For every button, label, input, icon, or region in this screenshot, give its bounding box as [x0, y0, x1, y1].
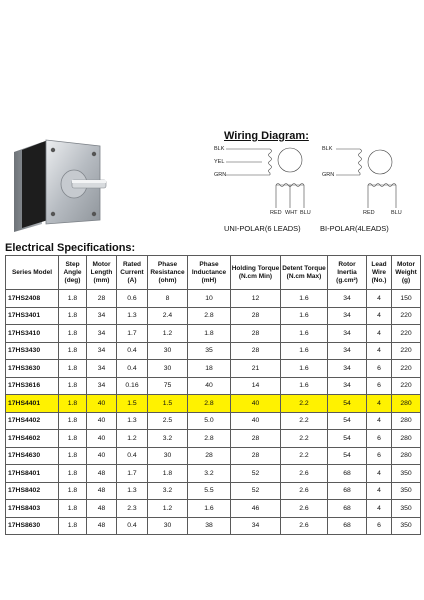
table-cell: 1.8 — [59, 412, 87, 430]
table-cell: 68 — [328, 500, 367, 518]
column-header: Series Model — [6, 256, 59, 290]
table-cell: 14 — [231, 377, 281, 395]
table-cell: 34 — [87, 307, 117, 325]
model-cell: 17HS3616 — [6, 377, 59, 395]
table-cell: 34 — [328, 307, 367, 325]
table-cell: 28 — [231, 325, 281, 343]
table-cell: 1.8 — [59, 290, 87, 308]
table-cell: 0.4 — [117, 517, 148, 535]
table-cell: 350 — [392, 465, 421, 483]
table-cell: 1.6 — [281, 325, 328, 343]
table-cell: 1.6 — [281, 360, 328, 378]
table-cell: 1.8 — [59, 482, 87, 500]
table-row — [6, 290, 421, 308]
table-cell: 40 — [87, 412, 117, 430]
column-header: Phase Inductance (mH) — [188, 256, 231, 290]
model-cell: 17HS3401 — [6, 307, 59, 325]
table-cell: 1.8 — [59, 377, 87, 395]
table-cell: 4 — [367, 395, 392, 413]
table-cell: 28 — [231, 447, 281, 465]
table-cell: 46 — [231, 500, 281, 518]
stepper-motor-image — [8, 128, 114, 244]
table-cell: 1.6 — [188, 500, 231, 518]
wire-label: WHT — [285, 210, 298, 216]
table-cell: 1.8 — [188, 325, 231, 343]
table-row — [6, 465, 421, 483]
column-header: Lead Wire (No.) — [367, 256, 392, 290]
table-cell: 34 — [87, 377, 117, 395]
table-cell: 2.2 — [281, 395, 328, 413]
table-cell: 4 — [367, 307, 392, 325]
table-cell: 35 — [188, 342, 231, 360]
table-cell: 28 — [188, 447, 231, 465]
table-cell: 2.2 — [281, 412, 328, 430]
table-cell: 54 — [328, 395, 367, 413]
model-cell: 17HS4602 — [6, 430, 59, 448]
table-cell: 1.2 — [148, 325, 188, 343]
table-cell: 1.5 — [117, 395, 148, 413]
table-cell: 34 — [328, 342, 367, 360]
table-cell: 220 — [392, 360, 421, 378]
table-cell: 1.3 — [117, 412, 148, 430]
model-cell: 17HS3630 — [6, 360, 59, 378]
table-cell: 52 — [231, 465, 281, 483]
table-cell: 34 — [87, 325, 117, 343]
table-cell: 2.5 — [148, 412, 188, 430]
table-cell: 34 — [87, 360, 117, 378]
table-cell: 3.2 — [188, 465, 231, 483]
table-body — [6, 290, 421, 535]
table-cell: 1.8 — [59, 447, 87, 465]
table-cell: 2.4 — [148, 307, 188, 325]
table-row — [6, 482, 421, 500]
specifications-title: Electrical Specifications: — [5, 242, 136, 254]
table-cell: 30 — [148, 360, 188, 378]
table-cell: 40 — [231, 412, 281, 430]
table-cell: 34 — [328, 290, 367, 308]
table-cell: 6 — [367, 517, 392, 535]
table-cell: 2.8 — [188, 395, 231, 413]
table-cell: 1.2 — [117, 430, 148, 448]
table-cell: 2.6 — [281, 482, 328, 500]
column-header: Motor Weight (g) — [392, 256, 421, 290]
table-row — [6, 325, 421, 343]
table-cell: 38 — [188, 517, 231, 535]
table-cell: 68 — [328, 482, 367, 500]
wire-label: YEL — [214, 159, 225, 165]
table-cell: 75 — [148, 377, 188, 395]
wire-label: BLU — [391, 210, 402, 216]
column-header: Detent Torque (N.cm Max) — [281, 256, 328, 290]
table-cell: 1.6 — [281, 377, 328, 395]
table-row — [6, 395, 421, 413]
wire-label: RED — [363, 210, 375, 216]
table-cell: 34 — [87, 342, 117, 360]
table-cell: 4 — [367, 412, 392, 430]
table-cell: 350 — [392, 500, 421, 518]
table-cell: 4 — [367, 290, 392, 308]
wire-label: GRN — [322, 172, 335, 178]
table-cell: 28 — [87, 290, 117, 308]
table-cell: 220 — [392, 325, 421, 343]
table-cell: 1.8 — [59, 517, 87, 535]
table-cell: 1.8 — [148, 465, 188, 483]
table-cell: 8 — [148, 290, 188, 308]
table-cell: 28 — [231, 430, 281, 448]
table-cell: 280 — [392, 430, 421, 448]
wire-label: BLK — [322, 146, 333, 152]
specifications-table — [5, 255, 421, 535]
table-cell: 5.5 — [188, 482, 231, 500]
table-cell: 48 — [87, 482, 117, 500]
table-cell: 5.0 — [188, 412, 231, 430]
wiring-diagram — [200, 130, 420, 240]
table-cell: 350 — [392, 482, 421, 500]
table-row — [6, 447, 421, 465]
table-cell: 1.8 — [59, 360, 87, 378]
column-header: Phase Resistance (ohm) — [148, 256, 188, 290]
table-cell: 1.8 — [59, 307, 87, 325]
table-cell: 34 — [231, 517, 281, 535]
table-cell: 34 — [328, 325, 367, 343]
table-cell: 40 — [87, 447, 117, 465]
table-cell: 30 — [148, 517, 188, 535]
model-cell: 17HS3430 — [6, 342, 59, 360]
table-cell: 1.8 — [59, 325, 87, 343]
model-cell: 17HS4401 — [6, 395, 59, 413]
table-cell: 2.6 — [281, 465, 328, 483]
table-cell: 1.8 — [59, 500, 87, 518]
table-cell: 18 — [188, 360, 231, 378]
table-cell: 220 — [392, 377, 421, 395]
table-cell: 1.7 — [117, 325, 148, 343]
table-cell: 0.4 — [117, 447, 148, 465]
table-cell: 350 — [392, 517, 421, 535]
table-cell: 6 — [367, 430, 392, 448]
table-cell: 3.2 — [148, 430, 188, 448]
table-cell: 6 — [367, 360, 392, 378]
table-cell: 220 — [392, 307, 421, 325]
wire-label: BLU — [300, 210, 311, 216]
table-row — [6, 360, 421, 378]
column-header: Step Angle (deg) — [59, 256, 87, 290]
table-cell: 1.6 — [281, 290, 328, 308]
table-cell: 4 — [367, 465, 392, 483]
column-header: Rotor Inertia (g.cm²) — [328, 256, 367, 290]
table-cell: 2.6 — [281, 500, 328, 518]
table-cell: 54 — [328, 430, 367, 448]
wire-label: RED — [270, 210, 282, 216]
table-cell: 10 — [188, 290, 231, 308]
model-cell: 17HS8402 — [6, 482, 59, 500]
table-cell: 0.16 — [117, 377, 148, 395]
table-cell: 2.6 — [281, 517, 328, 535]
table-cell: 1.6 — [281, 307, 328, 325]
table-cell: 6 — [367, 377, 392, 395]
model-cell: 17HS3410 — [6, 325, 59, 343]
table-row — [6, 307, 421, 325]
table-row — [6, 377, 421, 395]
table-cell: 30 — [148, 447, 188, 465]
table-row — [6, 500, 421, 518]
table-cell: 2.2 — [281, 430, 328, 448]
table-cell: 12 — [231, 290, 281, 308]
table-cell: 40 — [231, 395, 281, 413]
wiring-diagram-title: Wiring Diagram: — [224, 130, 309, 142]
table-header-row — [6, 256, 421, 290]
table-cell: 1.8 — [59, 395, 87, 413]
table-cell: 30 — [148, 342, 188, 360]
table-cell: 48 — [87, 500, 117, 518]
table-cell: 28 — [231, 342, 281, 360]
table-row — [6, 412, 421, 430]
table-cell: 54 — [328, 447, 367, 465]
table-cell: 1.2 — [148, 500, 188, 518]
column-header: Motor Length (mm) — [87, 256, 117, 290]
table-cell: 280 — [392, 447, 421, 465]
table-cell: 28 — [231, 307, 281, 325]
table-cell: 220 — [392, 342, 421, 360]
table-cell: 4 — [367, 325, 392, 343]
model-cell: 17HS2408 — [6, 290, 59, 308]
table-cell: 48 — [87, 465, 117, 483]
table-cell: 34 — [328, 377, 367, 395]
unipolar-caption: UNI-POLAR(6 LEADS) — [224, 224, 301, 233]
model-cell: 17HS8401 — [6, 465, 59, 483]
table-cell: 2.8 — [188, 307, 231, 325]
table-cell: 0.4 — [117, 360, 148, 378]
model-cell: 17HS8630 — [6, 517, 59, 535]
table-cell: 21 — [231, 360, 281, 378]
table-cell: 150 — [392, 290, 421, 308]
table-cell: 1.7 — [117, 465, 148, 483]
table-row — [6, 517, 421, 535]
model-cell: 17HS4402 — [6, 412, 59, 430]
table-cell: 1.8 — [59, 465, 87, 483]
table-cell: 6 — [367, 447, 392, 465]
table-cell: 4 — [367, 342, 392, 360]
table-cell: 68 — [328, 465, 367, 483]
table-cell: 1.8 — [59, 430, 87, 448]
table-cell: 52 — [231, 482, 281, 500]
table-cell: 4 — [367, 500, 392, 518]
model-cell: 17HS8403 — [6, 500, 59, 518]
table-cell: 0.4 — [117, 342, 148, 360]
column-header: Rated Current (A) — [117, 256, 148, 290]
table-cell: 48 — [87, 517, 117, 535]
table-row — [6, 342, 421, 360]
table-cell: 2.3 — [117, 500, 148, 518]
table-cell: 0.6 — [117, 290, 148, 308]
table-cell: 1.6 — [281, 342, 328, 360]
table-cell: 40 — [188, 377, 231, 395]
table-cell: 40 — [87, 395, 117, 413]
table-cell: 2.2 — [281, 447, 328, 465]
bipolar-caption: BI-POLAR(4LEADS) — [320, 224, 389, 233]
wire-label: GRN — [214, 172, 227, 178]
table-cell: 40 — [87, 430, 117, 448]
table-cell: 1.3 — [117, 482, 148, 500]
table-cell: 54 — [328, 412, 367, 430]
table-cell: 4 — [367, 482, 392, 500]
table-cell: 280 — [392, 412, 421, 430]
table-cell: 1.8 — [59, 342, 87, 360]
table-cell: 1.5 — [148, 395, 188, 413]
table-cell: 34 — [328, 360, 367, 378]
table-cell: 3.2 — [148, 482, 188, 500]
model-cell: 17HS4630 — [6, 447, 59, 465]
table-row — [6, 430, 421, 448]
table-cell: 2.8 — [188, 430, 231, 448]
wire-label: BLK — [214, 146, 225, 152]
table-cell: 280 — [392, 395, 421, 413]
column-header: Holding Torque (N.cm Min) — [231, 256, 281, 290]
table-cell: 1.3 — [117, 307, 148, 325]
table-cell: 68 — [328, 517, 367, 535]
